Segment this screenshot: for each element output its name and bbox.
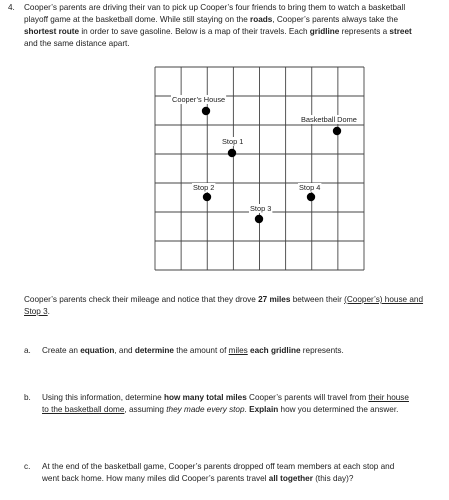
mileage-text-2: between their <box>290 295 345 304</box>
part-b-text-3: , assuming <box>124 405 167 414</box>
mileage-27-miles: 27 miles <box>258 295 291 304</box>
part-b-route: their house to the basketball dome <box>42 393 409 414</box>
intro-text-1: Cooper’s parents are driving their van to pick up Cooper’s four friends to bring them to watch a basketball playoff game at the basketball dome. While still staying on the <box>24 3 406 24</box>
part-b-explain: Explain <box>249 405 279 414</box>
intro-gridline: gridline <box>309 27 340 36</box>
label-stop-2: Stop 2 <box>193 183 215 192</box>
intro-text-3: in order to save gasoline. Below is a map of their travels. Each <box>79 27 310 36</box>
intro-text-2: , Cooper’s parents always take the <box>272 15 399 24</box>
map-locations <box>171 95 358 223</box>
problem-number: 4. <box>8 3 15 12</box>
intro-shortest-route: shortest route <box>24 27 80 36</box>
part-a-text-2: , and <box>114 346 135 355</box>
intro-roads: roads <box>250 15 273 24</box>
part-b-letter: b. <box>24 393 31 402</box>
intro-text-5: and the same distance apart. <box>24 39 130 48</box>
part-c-letter: c. <box>24 462 31 471</box>
label-coopers-house: Cooper’s House <box>172 95 226 104</box>
point-stop-4 <box>307 193 315 201</box>
part-c-text-1: At the end of the basketball game, Cooper’s parents dropped off team members at each stop and went back home. How many miles did Cooper’s parents travel <box>42 462 395 483</box>
point-coopers-house <box>202 107 210 115</box>
part-b-how-many-total-miles: how many total miles <box>163 393 247 402</box>
part-c-text-2: (this day)? <box>312 474 354 483</box>
mileage-text-3: . <box>47 307 50 316</box>
part-a-text-3: the amount of <box>174 346 229 355</box>
part-a-text-1: Create an <box>42 346 81 355</box>
point-basketball-dome <box>333 127 341 135</box>
part-a-determine: determine <box>134 346 174 355</box>
part-b-text-4: . <box>244 405 250 414</box>
part-b-question <box>42 392 410 416</box>
part-a-each-gridline: each gridline <box>250 346 301 355</box>
intro-text-4: represents a <box>339 27 390 36</box>
part-a-equation: equation <box>80 346 115 355</box>
part-a-question <box>42 345 432 357</box>
point-stop-2 <box>203 193 211 201</box>
mileage-paragraph <box>24 294 424 318</box>
part-c-all-together: all together <box>268 474 313 483</box>
label-stop-4: Stop 4 <box>299 183 321 192</box>
point-stop-3 <box>255 215 263 223</box>
label-basketball-dome: Basketball Dome <box>301 115 357 124</box>
part-c-question <box>42 461 406 485</box>
part-b-text-5: how you determined the answer. <box>278 405 399 414</box>
mileage-house-stop3: (Cooper’s) house and Stop 3 <box>24 295 424 316</box>
point-stop-1 <box>228 149 236 157</box>
part-b-text-2: Cooper’s parents will travel from <box>246 393 369 402</box>
part-a-miles: miles <box>228 346 248 355</box>
intro-street: street <box>389 27 412 36</box>
part-a-text-5: represents. <box>300 346 344 355</box>
part-a-letter: a. <box>24 346 31 355</box>
label-stop-3: Stop 3 <box>250 204 272 213</box>
part-b-text-1: Using this information, determine <box>42 393 164 402</box>
mileage-text-1: Cooper’s parents check their mileage and notice that they drove <box>24 295 259 304</box>
label-stop-1: Stop 1 <box>222 137 244 146</box>
part-b-every-stop: they made every stop <box>166 405 245 414</box>
